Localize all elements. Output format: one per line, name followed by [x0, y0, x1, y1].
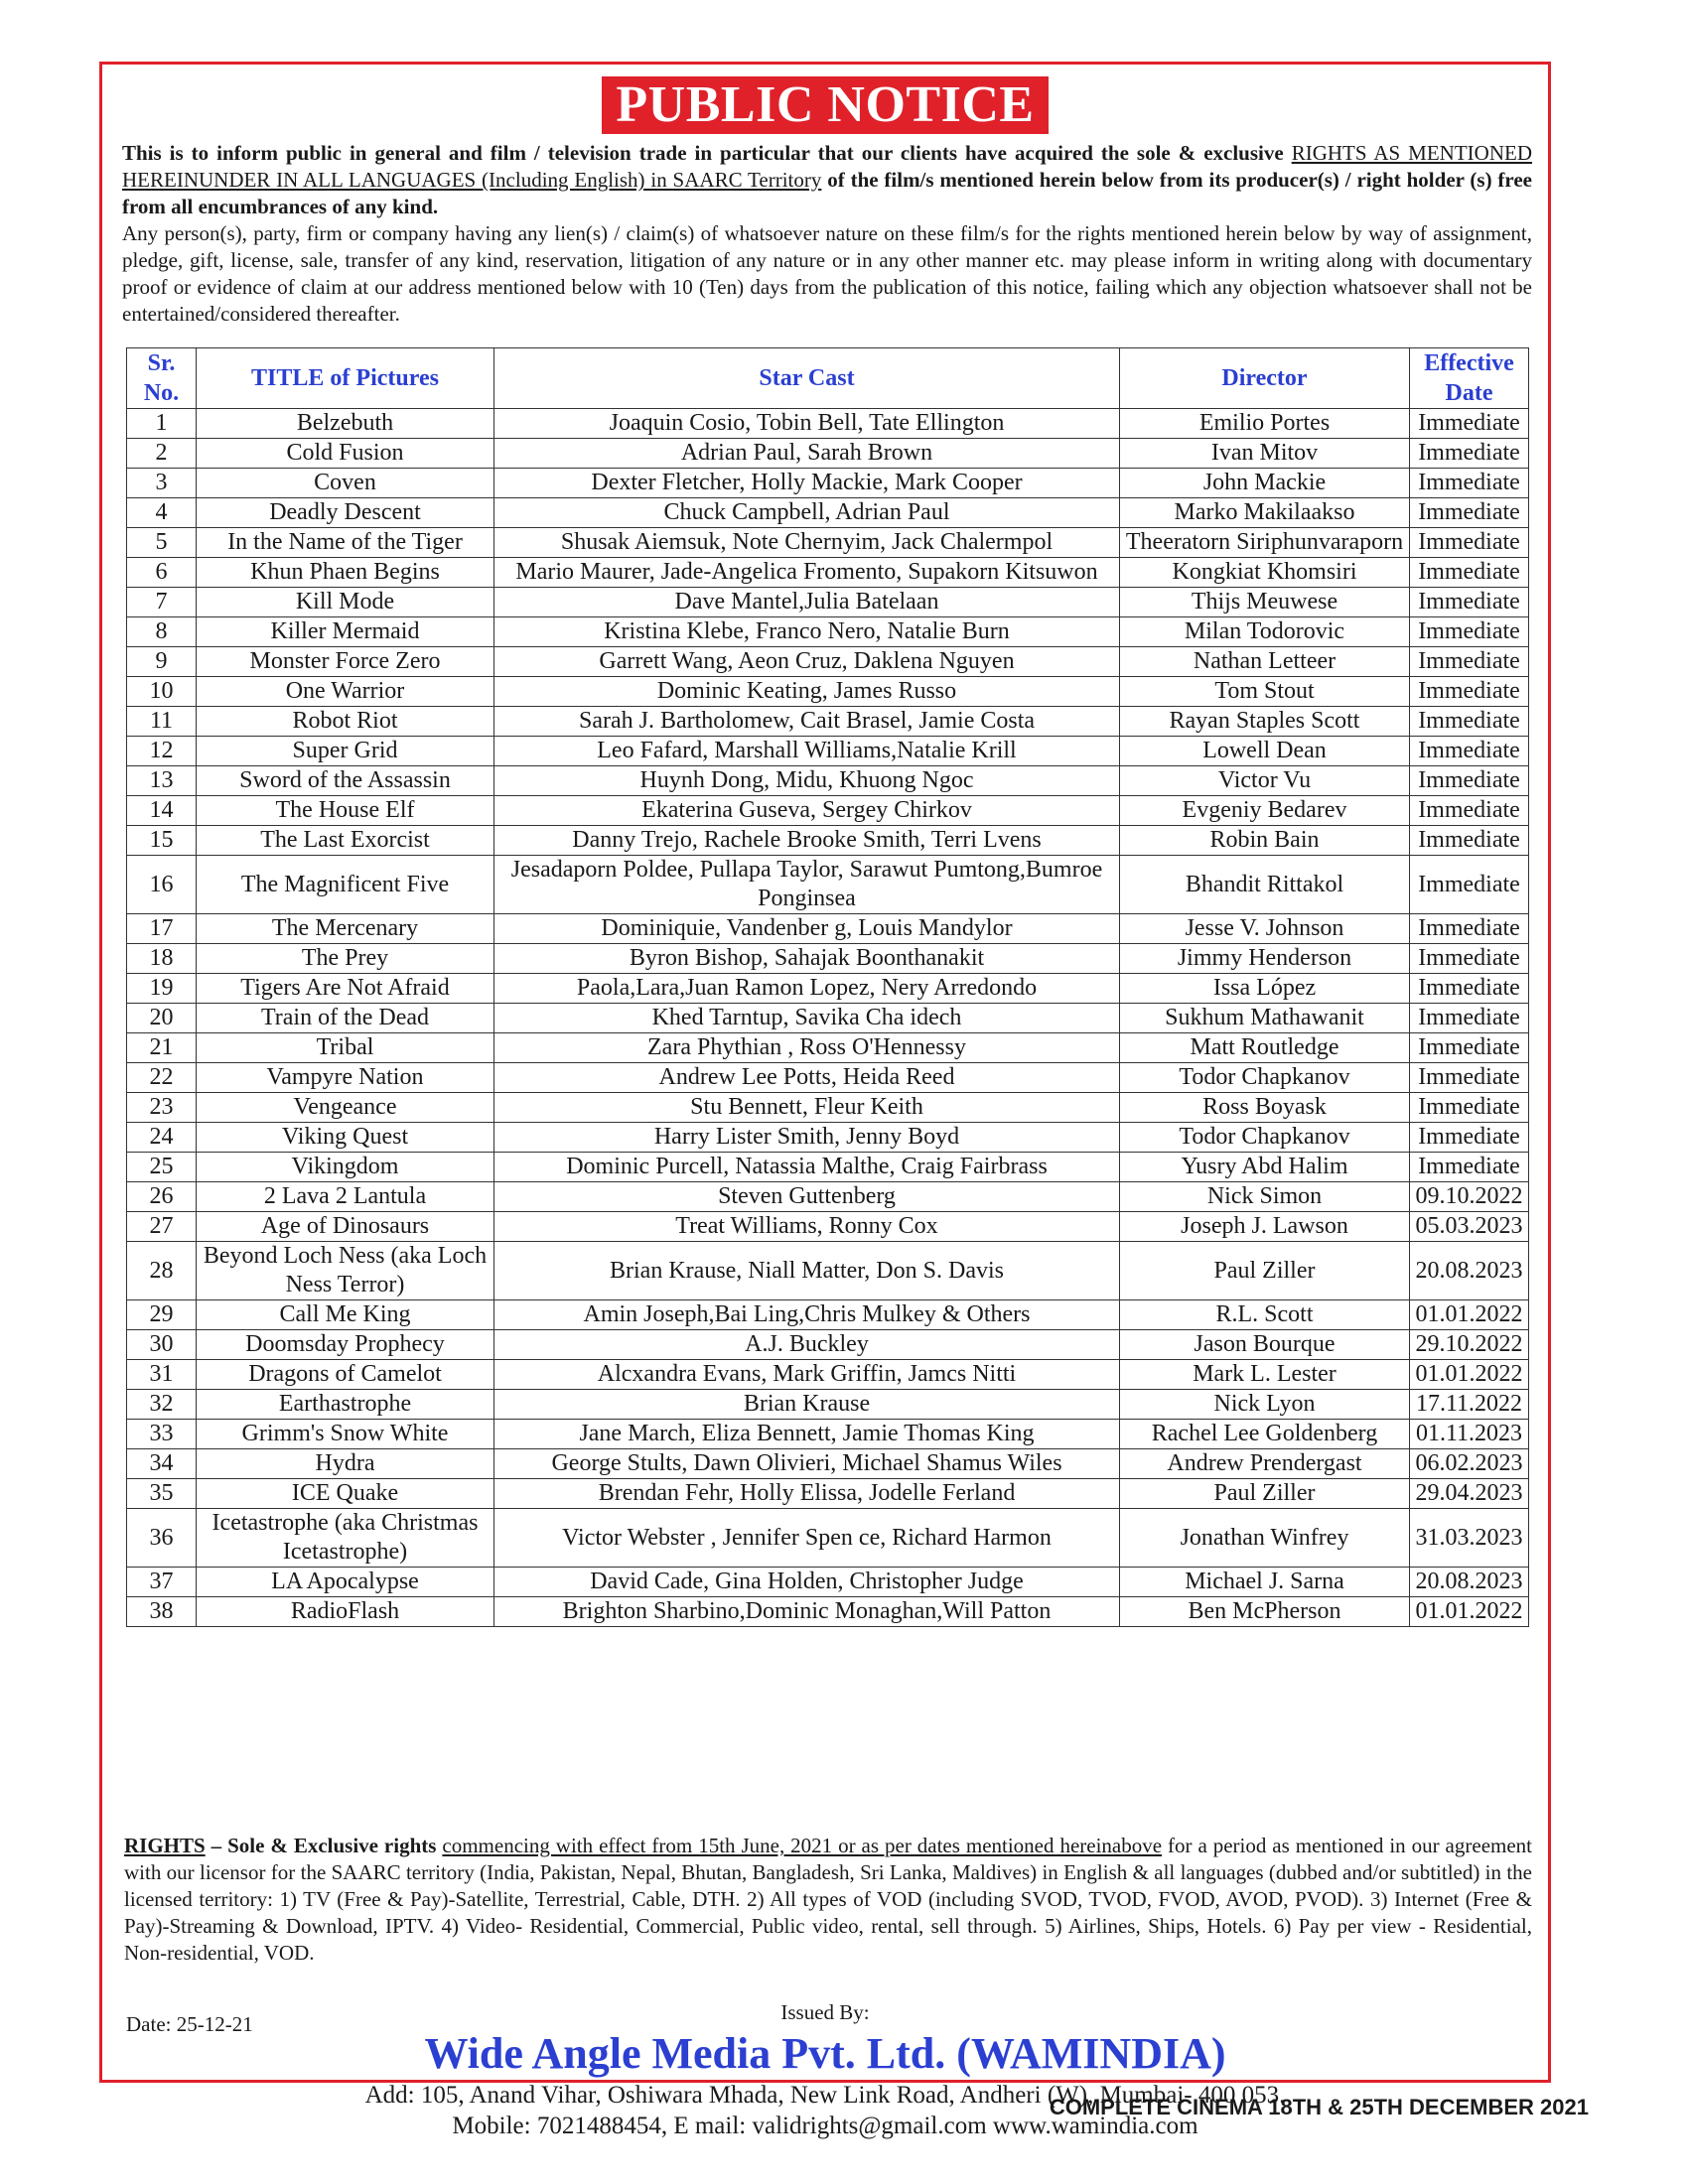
cell-sr-no: 29 — [127, 1300, 197, 1330]
cell-effective-date: Immediate — [1410, 1153, 1529, 1182]
cell-sr-no: 20 — [127, 1004, 197, 1033]
title-wrap — [102, 76, 1548, 134]
cell-effective-date: Immediate — [1410, 469, 1529, 498]
cell-title: Icetastrophe (aka Christmas Icetastrophe) — [197, 1509, 494, 1568]
table-row — [127, 1153, 1529, 1182]
cell-star-cast: Khed Tarntup, Savika Cha idech — [494, 1004, 1120, 1033]
cell-star-cast: Brian Krause — [494, 1390, 1120, 1420]
cell-star-cast: Brian Krause, Niall Matter, Don S. Davis — [494, 1242, 1120, 1300]
cell-star-cast: Garrett Wang, Aeon Cruz, Daklena Nguyen — [494, 647, 1120, 677]
cell-title: LA Apocalypse — [197, 1568, 494, 1597]
table-row — [127, 856, 1529, 914]
cell-star-cast: Sarah J. Bartholomew, Cait Brasel, Jamie Costa — [494, 707, 1120, 737]
intro-paragraph-2: Any person(s), party, firm or company having any lien(s) / claim(s) of whatsoever nature on these film/s for the rights mentioned herein below by way of assignment, pledge, gift, license, sale, transfer of any kind, reservation, litigation of any nature or in any other manner etc. may please inform in writing along with documentary proof or evidence of claim at our address mentioned below with 10 (Ten) days from the publication of this notice, failing which any objection whatsoever shall not be entertained/considered thereafter. — [122, 221, 1532, 326]
cell-sr-no: 25 — [127, 1153, 197, 1182]
cell-title: Belzebuth — [197, 409, 494, 439]
cell-director: Mark L. Lester — [1120, 1360, 1410, 1390]
cell-title: Khun Phaen Begins — [197, 558, 494, 588]
table-row — [127, 974, 1529, 1004]
cell-effective-date: Immediate — [1410, 856, 1529, 914]
company-address: Add: 105, Anand Vihar, Oshiwara Mhada, New Link Road, Andheri (W), Mumbai- 400 053. — [364, 2082, 1286, 2109]
cell-title: ICE Quake — [197, 1479, 494, 1509]
cell-director: Jesse V. Johnson — [1120, 914, 1410, 944]
header-title: TITLE of Pictures — [197, 348, 494, 409]
table-row — [127, 677, 1529, 707]
table-row — [127, 826, 1529, 856]
table-row — [127, 1033, 1529, 1063]
cell-sr-no: 34 — [127, 1449, 197, 1479]
cell-director: Paul Ziller — [1120, 1242, 1410, 1300]
cell-director: R.L. Scott — [1120, 1300, 1410, 1330]
table-row — [127, 1479, 1529, 1509]
cell-director: Joseph J. Lawson — [1120, 1212, 1410, 1242]
cell-effective-date: Immediate — [1410, 974, 1529, 1004]
table-row — [127, 914, 1529, 944]
films-table — [126, 347, 1529, 1627]
cell-sr-no: 26 — [127, 1182, 197, 1212]
cell-effective-date: Immediate — [1410, 498, 1529, 528]
cell-sr-no: 10 — [127, 677, 197, 707]
cell-star-cast: Paola,Lara,Juan Ramon Lopez, Nery Arredondo — [494, 974, 1120, 1004]
cell-director: Nathan Letteer — [1120, 647, 1410, 677]
cell-sr-no: 17 — [127, 914, 197, 944]
cell-effective-date: 09.10.2022 — [1410, 1182, 1529, 1212]
cell-star-cast: Treat Williams, Ronny Cox — [494, 1212, 1120, 1242]
cell-sr-no: 30 — [127, 1330, 197, 1360]
cell-star-cast: Brighton Sharbino,Dominic Monaghan,Will Patton — [494, 1597, 1120, 1627]
cell-sr-no: 27 — [127, 1212, 197, 1242]
table-row — [127, 1568, 1529, 1597]
cell-effective-date: Immediate — [1410, 409, 1529, 439]
cell-sr-no: 36 — [127, 1509, 197, 1568]
cell-star-cast: Kristina Klebe, Franco Nero, Natalie Burn — [494, 617, 1120, 647]
cell-director: Thijs Meuwese — [1120, 588, 1410, 617]
cell-title: The Mercenary — [197, 914, 494, 944]
cell-title: Age of Dinosaurs — [197, 1212, 494, 1242]
cell-title: Doomsday Prophecy — [197, 1330, 494, 1360]
cell-title: Monster Force Zero — [197, 647, 494, 677]
cell-title: RadioFlash — [197, 1597, 494, 1627]
cell-title: The Last Exorcist — [197, 826, 494, 856]
cell-sr-no: 9 — [127, 647, 197, 677]
cell-effective-date: Immediate — [1410, 796, 1529, 826]
cell-effective-date: Immediate — [1410, 439, 1529, 469]
cell-sr-no: 7 — [127, 588, 197, 617]
cell-director: Evgeniy Bedarev — [1120, 796, 1410, 826]
cell-effective-date: Immediate — [1410, 528, 1529, 558]
cell-title: Coven — [197, 469, 494, 498]
cell-sr-no: 24 — [127, 1123, 197, 1153]
rights-underlined: commencing with effect from 15th June, 2021 or as per dates mentioned hereinabove — [442, 1834, 1163, 1857]
table-row — [127, 737, 1529, 766]
cell-title: Grimm's Snow White — [197, 1420, 494, 1449]
cell-director: Lowell Dean — [1120, 737, 1410, 766]
table-body — [127, 409, 1529, 1627]
cell-effective-date: 17.11.2022 — [1410, 1390, 1529, 1420]
cell-title: Tigers Are Not Afraid — [197, 974, 494, 1004]
cell-star-cast: Amin Joseph,Bai Ling,Chris Mulkey & Others — [494, 1300, 1120, 1330]
cell-sr-no: 22 — [127, 1063, 197, 1093]
cell-director: Theeratorn Siriphunvaraporn — [1120, 528, 1410, 558]
cell-star-cast: Joaquin Cosio, Tobin Bell, Tate Ellington — [494, 409, 1120, 439]
cell-director: Michael J. Sarna — [1120, 1568, 1410, 1597]
cell-director: Ivan Mitov — [1120, 439, 1410, 469]
issued-by: Issued By: — [780, 2000, 870, 2024]
cell-effective-date: Immediate — [1410, 647, 1529, 677]
cell-star-cast: Dominiquie, Vandenber g, Louis Mandylor — [494, 914, 1120, 944]
cell-star-cast: Danny Trejo, Rachele Brooke Smith, Terri Lvens — [494, 826, 1120, 856]
cell-effective-date: 01.01.2022 — [1410, 1597, 1529, 1627]
cell-effective-date: Immediate — [1410, 737, 1529, 766]
cell-sr-no: 1 — [127, 409, 197, 439]
table-row — [127, 558, 1529, 588]
cell-effective-date: 01.01.2022 — [1410, 1360, 1529, 1390]
cell-effective-date: Immediate — [1410, 914, 1529, 944]
rights-lead: – Sole & Exclusive rights — [205, 1834, 443, 1857]
table-row — [127, 1004, 1529, 1033]
cell-effective-date: Immediate — [1410, 1004, 1529, 1033]
cell-sr-no: 12 — [127, 737, 197, 766]
table-row — [127, 707, 1529, 737]
cell-sr-no: 16 — [127, 856, 197, 914]
table-header-row — [127, 348, 1529, 409]
cell-title: Killer Mermaid — [197, 617, 494, 647]
cell-title: Dragons of Camelot — [197, 1360, 494, 1390]
cell-star-cast: Jesadaporn Poldee, Pullapa Taylor, Sarawut Pumtong,Bumroe Ponginsea — [494, 856, 1120, 914]
cell-star-cast: Stu Bennett, Fleur Keith — [494, 1093, 1120, 1123]
table-row — [127, 766, 1529, 796]
cell-star-cast: Dexter Fletcher, Holly Mackie, Mark Cooper — [494, 469, 1120, 498]
table-row — [127, 1597, 1529, 1627]
cell-director: Bhandit Rittakol — [1120, 856, 1410, 914]
cell-director: Ben McPherson — [1120, 1597, 1410, 1627]
table-row — [127, 1123, 1529, 1153]
cell-director: Victor Vu — [1120, 766, 1410, 796]
table-row — [127, 1390, 1529, 1420]
cell-sr-no: 18 — [127, 944, 197, 974]
table-row — [127, 409, 1529, 439]
header-effective-date: Effective Date — [1410, 348, 1529, 409]
cell-effective-date: Immediate — [1410, 1063, 1529, 1093]
cell-star-cast: Huynh Dong, Midu, Khuong Ngoc — [494, 766, 1120, 796]
cell-director: Andrew Prendergast — [1120, 1449, 1410, 1479]
cell-director: Sukhum Mathawanit — [1120, 1004, 1410, 1033]
cell-star-cast: George Stults, Dawn Olivieri, Michael Shamus Wiles — [494, 1449, 1120, 1479]
cell-star-cast: Zara Phythian , Ross O'Hennessy — [494, 1033, 1120, 1063]
table-row — [127, 1449, 1529, 1479]
cell-title: Earthastrophe — [197, 1390, 494, 1420]
table-row — [127, 1509, 1529, 1568]
cell-title: Call Me King — [197, 1300, 494, 1330]
cell-title: 2 Lava 2 Lantula — [197, 1182, 494, 1212]
cell-star-cast: Alcxandra Evans, Mark Griffin, Jamcs Nitti — [494, 1360, 1120, 1390]
cell-effective-date: Immediate — [1410, 617, 1529, 647]
cell-title: Beyond Loch Ness (aka Loch Ness Terror) — [197, 1242, 494, 1300]
cell-effective-date: 01.01.2022 — [1410, 1300, 1529, 1330]
cell-effective-date: 31.03.2023 — [1410, 1509, 1529, 1568]
cell-effective-date: Immediate — [1410, 766, 1529, 796]
cell-title: Robot Riot — [197, 707, 494, 737]
rights-text — [124, 1833, 1532, 1967]
rights-body: for a period as mentioned in our agreement with our licensor for the SAARC territory (India, Pakistan, Nepal, Bhutan, Bangladesh, Sri Lanka, Maldives) in English & all languages (dubbed and/or subtitled) in the licensed territory: 1) TV (Free & Pay)-Satellite, Terrestrial, Cable, DTH. 2) All types of VOD (including SVOD, TVOD, FVOD, AVOD, PVOD). 3) Internet (Free & Pay)-Streaming & Download, IPTV. 4) Video- Residential, Commercial, Public video, rental, sell through. 5) Airlines, Ships, Hotels. 6) Pay per view - Residential, Non-residential, VOD. — [124, 1834, 1533, 1965]
cell-effective-date: 01.11.2023 — [1410, 1420, 1529, 1449]
table-row — [127, 588, 1529, 617]
cell-title: Tribal — [197, 1033, 494, 1063]
cell-director: Robin Bain — [1120, 826, 1410, 856]
cell-director: Rachel Lee Goldenberg — [1120, 1420, 1410, 1449]
cell-star-cast: Ekaterina Guseva, Sergey Chirkov — [494, 796, 1120, 826]
cell-director: Issa López — [1120, 974, 1410, 1004]
cell-title: In the Name of the Tiger — [197, 528, 494, 558]
cell-sr-no: 13 — [127, 766, 197, 796]
cell-director: Matt Routledge — [1120, 1033, 1410, 1063]
cell-sr-no: 38 — [127, 1597, 197, 1627]
cell-sr-no: 5 — [127, 528, 197, 558]
intro-text — [122, 140, 1532, 328]
table-row — [127, 469, 1529, 498]
cell-sr-no: 21 — [127, 1033, 197, 1063]
table-row — [127, 1093, 1529, 1123]
cell-director: Jason Bourque — [1120, 1330, 1410, 1360]
cell-title: One Warrior — [197, 677, 494, 707]
cell-title: Hydra — [197, 1449, 494, 1479]
table-row — [127, 647, 1529, 677]
intro-paragraph-1 — [122, 140, 1532, 220]
cell-sr-no: 3 — [127, 469, 197, 498]
table-row — [127, 1182, 1529, 1212]
table-row — [127, 617, 1529, 647]
cell-sr-no: 19 — [127, 974, 197, 1004]
cell-director: Marko Makilaakso — [1120, 498, 1410, 528]
table-row — [127, 528, 1529, 558]
cell-effective-date: 06.02.2023 — [1410, 1449, 1529, 1479]
cell-title: Train of the Dead — [197, 1004, 494, 1033]
cell-title: The House Elf — [197, 796, 494, 826]
cell-sr-no: 6 — [127, 558, 197, 588]
cell-director: Kongkiat Khomsiri — [1120, 558, 1410, 588]
cell-effective-date: 05.03.2023 — [1410, 1212, 1529, 1242]
cell-star-cast: Chuck Campbell, Adrian Paul — [494, 498, 1120, 528]
cell-director: Jimmy Henderson — [1120, 944, 1410, 974]
cell-effective-date: 20.08.2023 — [1410, 1568, 1529, 1597]
cell-director: Emilio Portes — [1120, 409, 1410, 439]
cell-effective-date: 29.10.2022 — [1410, 1330, 1529, 1360]
cell-effective-date: Immediate — [1410, 558, 1529, 588]
cell-sr-no: 15 — [127, 826, 197, 856]
cell-star-cast: Andrew Lee Potts, Heida Reed — [494, 1063, 1120, 1093]
intro-bold-1: This is to inform public in general and film / television trade in particular that our clients have acquired the sole & exclusive — [122, 141, 1292, 165]
company-name: Wide Angle Media Pvt. Ltd. (WAMINDIA) — [424, 2029, 1226, 2078]
table-row — [127, 1330, 1529, 1360]
cell-star-cast: Dave Mantel,Julia Batelaan — [494, 588, 1120, 617]
cell-effective-date: Immediate — [1410, 1033, 1529, 1063]
cell-effective-date: 20.08.2023 — [1410, 1242, 1529, 1300]
header-sr-no: Sr. No. — [127, 348, 197, 409]
cell-director: Todor Chapkanov — [1120, 1063, 1410, 1093]
table-row — [127, 439, 1529, 469]
cell-effective-date: Immediate — [1410, 944, 1529, 974]
cell-star-cast: Dominic Keating, James Russo — [494, 677, 1120, 707]
cell-sr-no: 2 — [127, 439, 197, 469]
table-row — [127, 1360, 1529, 1390]
cell-director: Jonathan Winfrey — [1120, 1509, 1410, 1568]
table-row — [127, 1063, 1529, 1093]
cell-star-cast: Shusak Aiemsuk, Note Chernyim, Jack Chalermpol — [494, 528, 1120, 558]
cell-title: Viking Quest — [197, 1123, 494, 1153]
cell-director: Ross Boyask — [1120, 1093, 1410, 1123]
cell-title: Vengeance — [197, 1093, 494, 1123]
cell-sr-no: 31 — [127, 1360, 197, 1390]
cell-sr-no: 35 — [127, 1479, 197, 1509]
table-row — [127, 1212, 1529, 1242]
cell-effective-date: Immediate — [1410, 588, 1529, 617]
cell-sr-no: 23 — [127, 1093, 197, 1123]
cell-sr-no: 14 — [127, 796, 197, 826]
notice-date: Date: 25-12-21 — [126, 2012, 253, 2036]
cell-star-cast: Steven Guttenberg — [494, 1182, 1120, 1212]
cell-star-cast: Harry Lister Smith, Jenny Boyd — [494, 1123, 1120, 1153]
cell-star-cast: Brendan Fehr, Holly Elissa, Jodelle Ferland — [494, 1479, 1120, 1509]
cell-title: The Prey — [197, 944, 494, 974]
cell-title: Vampyre Nation — [197, 1063, 494, 1093]
cell-sr-no: 37 — [127, 1568, 197, 1597]
cell-director: Rayan Staples Scott — [1120, 707, 1410, 737]
table-row — [127, 1420, 1529, 1449]
rights-label: RIGHTS — [124, 1834, 206, 1857]
cell-star-cast: Mario Maurer, Jade-Angelica Fromento, Supakorn Kitsuwon — [494, 558, 1120, 588]
cell-director: Paul Ziller — [1120, 1479, 1410, 1509]
cell-title: Cold Fusion — [197, 439, 494, 469]
publication-footer: COMPLETE CINEMA 18TH & 25TH DECEMBER 2021 — [1049, 2095, 1589, 2119]
cell-effective-date: Immediate — [1410, 826, 1529, 856]
cell-star-cast: Jane March, Eliza Bennett, Jamie Thomas King — [494, 1420, 1120, 1449]
cell-star-cast: Victor Webster , Jennifer Spen ce, Richard Harmon — [494, 1509, 1120, 1568]
cell-title: Vikingdom — [197, 1153, 494, 1182]
cell-effective-date: Immediate — [1410, 707, 1529, 737]
company-contact: Mobile: 7021488454, E mail: validrights@gmail.com www.wamindia.com — [452, 2113, 1198, 2139]
header-star-cast: Star Cast — [494, 348, 1120, 409]
intro-underline: RIGHTS AS MENTIONED HEREINUNDER IN ALL LANGUAGES (Including English) in SAARC Territory — [122, 141, 1532, 192]
cell-effective-date: 29.04.2023 — [1410, 1479, 1529, 1509]
cell-star-cast: Dominic Purcell, Natassia Malthe, Craig Fairbrass — [494, 1153, 1120, 1182]
cell-director: Nick Lyon — [1120, 1390, 1410, 1420]
cell-director: Nick Simon — [1120, 1182, 1410, 1212]
table-row — [127, 1300, 1529, 1330]
cell-star-cast: David Cade, Gina Holden, Christopher Judge — [494, 1568, 1120, 1597]
cell-director: Yusry Abd Halim — [1120, 1153, 1410, 1182]
cell-director: Milan Todorovic — [1120, 617, 1410, 647]
cell-effective-date: Immediate — [1410, 1093, 1529, 1123]
notice-title: PUBLIC NOTICE — [602, 76, 1048, 134]
cell-director: Todor Chapkanov — [1120, 1123, 1410, 1153]
cell-title: Kill Mode — [197, 588, 494, 617]
cell-title: Sword of the Assassin — [197, 766, 494, 796]
cell-title: Super Grid — [197, 737, 494, 766]
table-row — [127, 1242, 1529, 1300]
cell-director: Tom Stout — [1120, 677, 1410, 707]
table-row — [127, 944, 1529, 974]
cell-sr-no: 28 — [127, 1242, 197, 1300]
intro-bold-2: of the film/s mentioned herein below from its producer(s) / right holder (s) free from all encumbrances of any kind. — [122, 168, 1532, 218]
cell-star-cast: Adrian Paul, Sarah Brown — [494, 439, 1120, 469]
cell-director: John Mackie — [1120, 469, 1410, 498]
cell-sr-no: 32 — [127, 1390, 197, 1420]
table-row — [127, 498, 1529, 528]
cell-star-cast: A.J. Buckley — [494, 1330, 1120, 1360]
cell-sr-no: 33 — [127, 1420, 197, 1449]
cell-effective-date: Immediate — [1410, 677, 1529, 707]
cell-sr-no: 11 — [127, 707, 197, 737]
header-director: Director — [1120, 348, 1410, 409]
cell-title: Deadly Descent — [197, 498, 494, 528]
cell-star-cast: Leo Fafard, Marshall Williams,Natalie Krill — [494, 737, 1120, 766]
cell-sr-no: 4 — [127, 498, 197, 528]
cell-star-cast: Byron Bishop, Sahajak Boonthanakit — [494, 944, 1120, 974]
cell-sr-no: 8 — [127, 617, 197, 647]
cell-effective-date: Immediate — [1410, 1123, 1529, 1153]
table-row — [127, 796, 1529, 826]
cell-title: The Magnificent Five — [197, 856, 494, 914]
